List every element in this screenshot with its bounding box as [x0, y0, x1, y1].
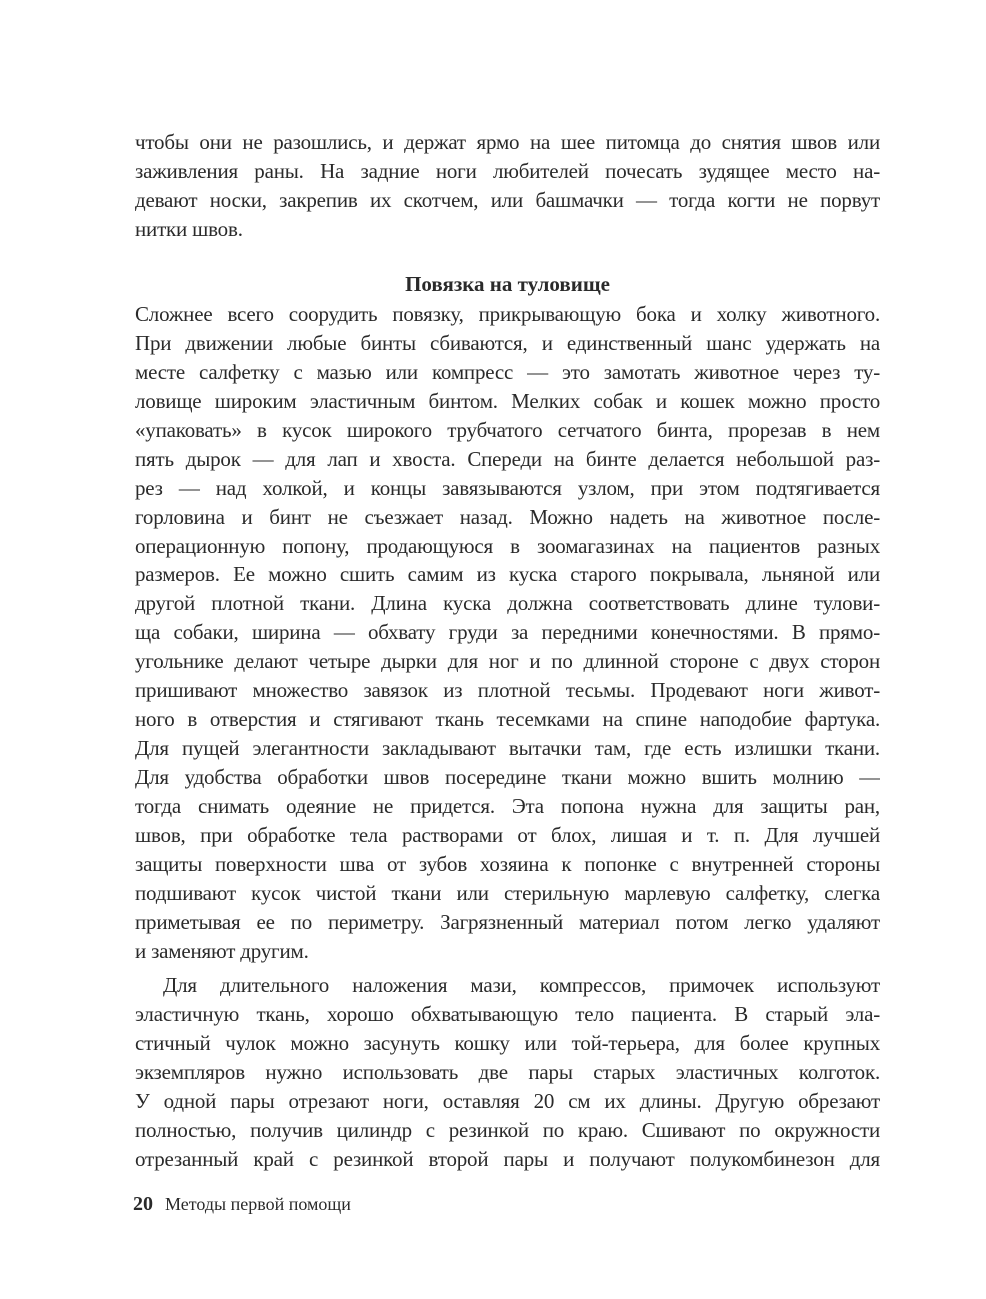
text-line: полностью, получив цилиндр с резинкой по краю. Сшивают по окружности [135, 1117, 880, 1142]
text-line: заживления раны. На задние ноги любителей почесать зудящее место на- [135, 158, 880, 183]
text-line: нитки швов. [135, 216, 243, 241]
text-line: рез — над холкой, и концы завязываются узлом, при этом подтягивается [135, 475, 880, 500]
text-line: При движении любые бинты сбиваются, и единственный шанс удержать на [135, 330, 880, 355]
text-line: Для пущей элегантности закладывают вытачки там, где есть излишки ткани. [135, 736, 880, 761]
text-line: пришивают множество завязок из плотной тесьмы. Продевают ноги живот- [135, 678, 880, 703]
text-line: стичный чулок можно засунуть кошку или той-терьера, для более крупных [135, 1030, 880, 1055]
text-line: и заменяют другим. [135, 938, 309, 963]
paragraph-1 [135, 300, 880, 966]
text-line: месте салфетку с мазью или компресс — это замотать животное через ту- [135, 359, 880, 384]
text-line: Для длительного наложения мази, компрессов, примочек используют [163, 973, 880, 997]
text-line: угольнике делают четыре дырки для ног и по длинной стороне с двух сторон [135, 649, 880, 674]
text-line: тогда снимать одеяние не придется. Эта попона нужна для защиты ран, [135, 793, 880, 818]
text-line: защиты поверхности шва от зубов хозяина к попонке с внутренней стороны [135, 851, 880, 876]
text-line: швов, при обработке тела растворами от блох, лишая и т. п. Для лучшей [135, 822, 880, 847]
section-heading: Повязка на туловище [405, 272, 610, 296]
text-line: подшивают кусок чистой ткани или стерильную марлевую салфетку, слегка [135, 880, 880, 905]
text-line: «упаковать» в кусок широкого трубчатого сетчатого бинта, прорезав в нем [135, 417, 880, 442]
text-line: горловина и бинт не съезжает назад. Можно надеть на животное после- [135, 504, 880, 529]
text-line: чтобы они не разошлись, и держат ярмо на шее питомца до снятия швов или [135, 130, 880, 154]
text-line: эластичную ткань, хорошо обхватывающую тело пациента. В старый эла- [135, 1001, 880, 1026]
text-line: ного в отверстия и стягивают ткань тесемками на спине наподобие фартука. [135, 707, 880, 732]
text-line: экземпляров нужно использовать две пары старых эластичных колготок. [135, 1059, 880, 1084]
page-footer [133, 1193, 351, 1216]
running-title: Методы первой помощи [165, 1194, 351, 1214]
text-line: пять дырок — для лап и хвоста. Спереди на бинте делается небольшой раз- [135, 446, 880, 471]
text-line: размеров. Ее можно сшить самим из куска старого покрывала, льняной или [135, 562, 880, 587]
text-line: девают носки, закрепив их скотчем, или башмачки — тогда когти не порвут [135, 187, 880, 212]
text-line: операционную попону, продающуюся в зоомагазинах на пациентов разных [135, 533, 880, 558]
text-line: другой плотной ткани. Длина куска должна соответствовать длине тулови- [135, 591, 880, 616]
page-number: 20 [133, 1193, 153, 1215]
paragraph-2 [135, 971, 880, 1174]
text-line: У одной пары отрезают ноги, оставляя 20 см их длины. Другую обрезают [135, 1088, 880, 1113]
text-line: ловище широким эластичным бинтом. Мелких собак и кошек можно просто [135, 388, 880, 413]
text-line: Для удобства обработки швов посередине ткани можно вшить молнию — [135, 765, 880, 789]
text-line: ща собаки, ширина — обхвату груди за передними конечностями. В прямо- [135, 620, 880, 645]
text-line: Сложнее всего соорудить повязку, прикрывающую бока и холку животного. [135, 302, 880, 326]
intro-paragraph [135, 128, 880, 244]
text-line: отрезанный край с резинкой второй пары и получают полукомбинезон для [135, 1146, 880, 1171]
text-line: приметывая ее по периметру. Загрязненный материал потом легко удаляют [135, 909, 880, 934]
